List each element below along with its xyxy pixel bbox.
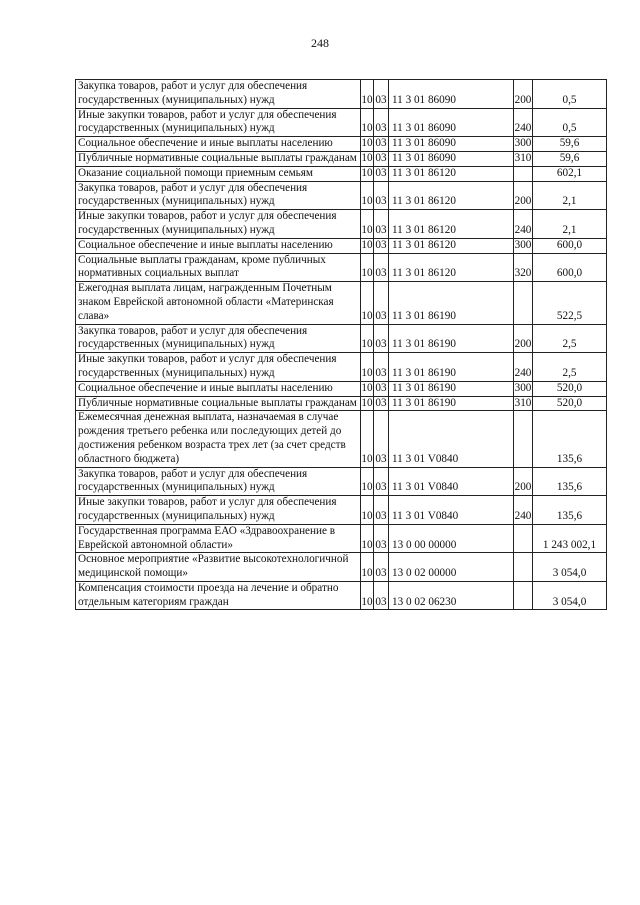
row-amount: 135,6 [533, 496, 607, 525]
row-section-code: 10 [361, 166, 374, 181]
row-section-code: 10 [361, 396, 374, 411]
row-section-code: 10 [361, 181, 374, 210]
row-expense-type-code [514, 166, 533, 181]
row-target-article-code: 11 3 01 86090 [389, 151, 514, 166]
row-target-article-code: 13 0 00 00000 [389, 524, 514, 553]
row-expense-type-code: 200 [514, 181, 533, 210]
row-section-code: 10 [361, 108, 374, 137]
row-expense-type-code: 300 [514, 137, 533, 152]
row-name: Публичные нормативные социальные выплаты гражданам [76, 151, 361, 166]
row-section-code: 10 [361, 253, 374, 282]
table-row [76, 108, 607, 137]
row-expense-type-code [514, 553, 533, 582]
row-name: Социальное обеспечение и иные выплаты населению [76, 137, 361, 152]
row-target-article-code: 13 0 02 00000 [389, 553, 514, 582]
table-row [76, 381, 607, 396]
row-expense-type-code: 320 [514, 253, 533, 282]
row-name: Закупка товаров, работ и услуг для обеспечения государственных (муниципальных) нужд [76, 467, 361, 496]
row-section-code: 10 [361, 381, 374, 396]
row-name: Публичные нормативные социальные выплаты гражданам [76, 396, 361, 411]
table-row [76, 353, 607, 382]
row-subsection-code: 03 [374, 524, 389, 553]
table-row [76, 210, 607, 239]
row-target-article-code: 11 3 01 V0840 [389, 496, 514, 525]
table-row [76, 524, 607, 553]
row-target-article-code: 11 3 01 86190 [389, 282, 514, 324]
row-section-code: 10 [361, 353, 374, 382]
row-amount: 2,5 [533, 353, 607, 382]
row-amount: 3 054,0 [533, 553, 607, 582]
row-subsection-code: 03 [374, 381, 389, 396]
row-subsection-code: 03 [374, 581, 389, 610]
row-subsection-code: 03 [374, 181, 389, 210]
row-target-article-code: 11 3 01 86190 [389, 353, 514, 382]
row-subsection-code: 03 [374, 151, 389, 166]
row-name: Социальное обеспечение и иные выплаты населению [76, 381, 361, 396]
row-subsection-code: 03 [374, 353, 389, 382]
row-name: Закупка товаров, работ и услуг для обеспечения государственных (муниципальных) нужд [76, 80, 361, 109]
table-row [76, 137, 607, 152]
table-row [76, 324, 607, 353]
row-amount: 1 243 002,1 [533, 524, 607, 553]
row-name: Иные закупки товаров, работ и услуг для обеспечения государственных (муниципальных) нужд [76, 496, 361, 525]
row-target-article-code: 13 0 02 06230 [389, 581, 514, 610]
row-name: Иные закупки товаров, работ и услуг для обеспечения государственных (муниципальных) нужд [76, 108, 361, 137]
budget-table-body [76, 80, 607, 610]
row-expense-type-code: 310 [514, 396, 533, 411]
row-expense-type-code: 240 [514, 496, 533, 525]
row-section-code: 10 [361, 238, 374, 253]
row-name: Основное мероприятие «Развитие высокотехнологичной медицинской помощи» [76, 553, 361, 582]
row-target-article-code: 11 3 01 86190 [389, 396, 514, 411]
table-row [76, 496, 607, 525]
row-section-code: 10 [361, 80, 374, 109]
row-expense-type-code [514, 581, 533, 610]
table-row [76, 282, 607, 324]
row-expense-type-code [514, 282, 533, 324]
row-expense-type-code: 200 [514, 80, 533, 109]
row-target-article-code: 11 3 01 86190 [389, 324, 514, 353]
row-name: Компенсация стоимости проезда на лечение и обратно отдельным категориям граждан [76, 581, 361, 610]
row-target-article-code: 11 3 01 86090 [389, 108, 514, 137]
row-subsection-code: 03 [374, 282, 389, 324]
row-expense-type-code [514, 411, 533, 467]
row-expense-type-code: 240 [514, 210, 533, 239]
table-row [76, 181, 607, 210]
budget-table [75, 79, 607, 610]
row-subsection-code: 03 [374, 411, 389, 467]
row-amount: 2,1 [533, 181, 607, 210]
row-section-code: 10 [361, 524, 374, 553]
table-row [76, 553, 607, 582]
row-name: Ежегодная выплата лицам, награжденным Почетным знаком Еврейской автономной области «Материнская слава» [76, 282, 361, 324]
row-amount: 2,1 [533, 210, 607, 239]
row-target-article-code: 11 3 01 86090 [389, 80, 514, 109]
row-section-code: 10 [361, 553, 374, 582]
row-name: Социальное обеспечение и иные выплаты населению [76, 238, 361, 253]
row-amount: 135,6 [533, 411, 607, 467]
row-name: Иные закупки товаров, работ и услуг для обеспечения государственных (муниципальных) нужд [76, 210, 361, 239]
row-target-article-code: 11 3 01 V0840 [389, 411, 514, 467]
row-target-article-code: 11 3 01 86120 [389, 210, 514, 239]
row-expense-type-code: 200 [514, 324, 533, 353]
row-amount: 520,0 [533, 396, 607, 411]
row-subsection-code: 03 [374, 553, 389, 582]
row-amount: 59,6 [533, 137, 607, 152]
row-section-code: 10 [361, 581, 374, 610]
row-amount: 0,5 [533, 80, 607, 109]
table-row [76, 80, 607, 109]
row-expense-type-code: 310 [514, 151, 533, 166]
row-target-article-code: 11 3 01 V0840 [389, 467, 514, 496]
table-row [76, 166, 607, 181]
row-section-code: 10 [361, 137, 374, 152]
row-amount: 602,1 [533, 166, 607, 181]
table-row [76, 238, 607, 253]
row-subsection-code: 03 [374, 467, 389, 496]
table-row [76, 467, 607, 496]
row-expense-type-code: 200 [514, 467, 533, 496]
row-subsection-code: 03 [374, 238, 389, 253]
row-amount: 520,0 [533, 381, 607, 396]
row-name: Социальные выплаты гражданам, кроме публичных нормативных социальных выплат [76, 253, 361, 282]
row-subsection-code: 03 [374, 80, 389, 109]
row-subsection-code: 03 [374, 496, 389, 525]
page-number: 248 [311, 36, 329, 50]
row-amount: 135,6 [533, 467, 607, 496]
row-section-code: 10 [361, 324, 374, 353]
row-name: Ежемесячная денежная выплата, назначаемая в случае рождения третьего ребенка или последующих детей до достижения ребенком возраста трех лет (за счет средств областного бюджета) [76, 411, 361, 467]
row-expense-type-code: 300 [514, 238, 533, 253]
row-target-article-code: 11 3 01 86120 [389, 181, 514, 210]
table-row [76, 411, 607, 467]
row-section-code: 10 [361, 496, 374, 525]
row-amount: 59,6 [533, 151, 607, 166]
row-amount: 0,5 [533, 108, 607, 137]
row-amount: 3 054,0 [533, 581, 607, 610]
row-name: Иные закупки товаров, работ и услуг для обеспечения государственных (муниципальных) нужд [76, 353, 361, 382]
row-target-article-code: 11 3 01 86120 [389, 253, 514, 282]
row-section-code: 10 [361, 411, 374, 467]
table-row [76, 253, 607, 282]
table-row [76, 396, 607, 411]
row-amount: 2,5 [533, 324, 607, 353]
row-section-code: 10 [361, 210, 374, 239]
row-section-code: 10 [361, 282, 374, 324]
row-expense-type-code: 240 [514, 353, 533, 382]
row-amount: 600,0 [533, 238, 607, 253]
row-name: Закупка товаров, работ и услуг для обеспечения государственных (муниципальных) нужд [76, 324, 361, 353]
row-subsection-code: 03 [374, 210, 389, 239]
row-target-article-code: 11 3 01 86120 [389, 166, 514, 181]
row-name: Оказание социальной помощи приемным семьям [76, 166, 361, 181]
row-name: Закупка товаров, работ и услуг для обеспечения государственных (муниципальных) нужд [76, 181, 361, 210]
row-expense-type-code: 240 [514, 108, 533, 137]
row-expense-type-code: 300 [514, 381, 533, 396]
row-target-article-code: 11 3 01 86120 [389, 238, 514, 253]
row-subsection-code: 03 [374, 108, 389, 137]
row-target-article-code: 11 3 01 86190 [389, 381, 514, 396]
row-subsection-code: 03 [374, 253, 389, 282]
row-section-code: 10 [361, 467, 374, 496]
row-amount: 600,0 [533, 253, 607, 282]
row-subsection-code: 03 [374, 137, 389, 152]
table-row [76, 151, 607, 166]
row-section-code: 10 [361, 151, 374, 166]
row-subsection-code: 03 [374, 166, 389, 181]
row-amount: 522,5 [533, 282, 607, 324]
table-row [76, 581, 607, 610]
row-subsection-code: 03 [374, 396, 389, 411]
row-target-article-code: 11 3 01 86090 [389, 137, 514, 152]
row-name: Государственная программа ЕАО «Здравоохранение в Еврейской автономной области» [76, 524, 361, 553]
row-expense-type-code [514, 524, 533, 553]
row-subsection-code: 03 [374, 324, 389, 353]
